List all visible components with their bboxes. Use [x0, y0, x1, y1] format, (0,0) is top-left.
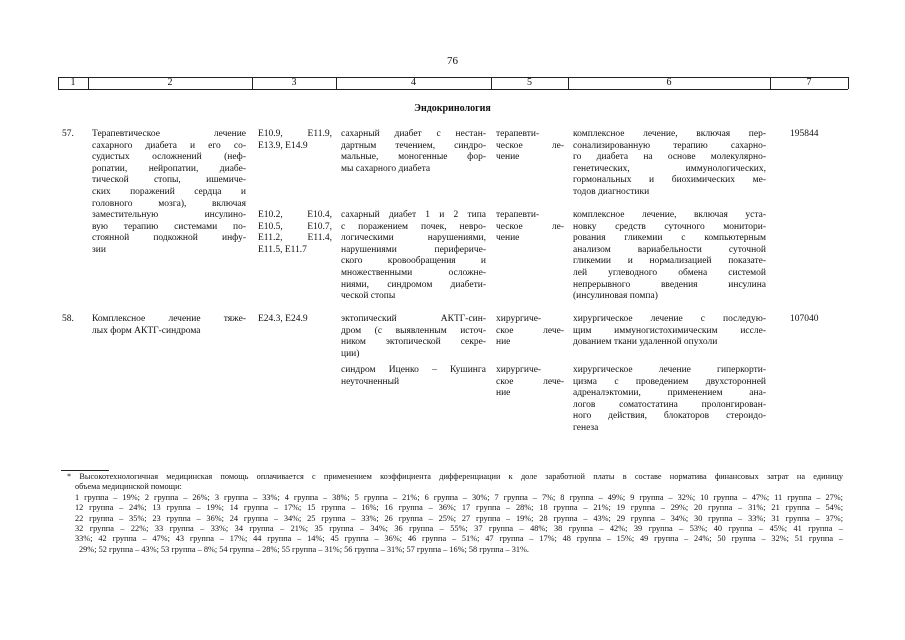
row-number: 58. [62, 314, 74, 324]
code-group: E24.3, E24.9 [258, 314, 308, 324]
code-group: E10.2, E10.4, E10.5, E10.7, E11.2, E11.4, E11.5, E11.7 [258, 210, 332, 255]
treatment-type-group: хирургиче- ское лече- ние [496, 314, 564, 348]
column-number: 1 [70, 77, 76, 88]
method-group: хирургическое лечение гиперкорти- цизма с проведением двухсторонней адреналэктомии, применением ана- логов соматостатина пролонгирован- ного действия, блокаторов стероидо- генеза [573, 365, 766, 433]
model-group: синдром Иценко – Кушинга неуточненный [341, 365, 486, 387]
footnote-line: 32 группа – 22%; 33 группа – 33%; 34 группа – 21%; 35 группа – 34%; 36 группа – 55%; 37 группа – 48%; 38 группа – 42%; 39 группа – 53%; 40 группа – 45%; 41 группа – [75, 523, 843, 533]
column-number: 6 [666, 77, 672, 88]
cost-value: 195844 [790, 129, 819, 139]
method-group: хирургическое лечение с последую- щим иммуногистохимическим иссле- дованием ткани удаленной опухоли [573, 314, 766, 348]
footnote-line: 1 группа – 19%; 2 группа – 26%; 3 группа – 33%; 4 группа – 38%; 5 группа – 21%; 6 группа – 30%; 7 группа – 7%; 8 группа – 49%; 9 группа – 32%; 10 группа – 47%; 11 группа – 27%; [75, 492, 843, 502]
code-group: E10.9, E11.9, E13.9, E14.9 [258, 129, 332, 151]
footnote-line: 12 группа – 24%; 13 группа – 19%; 14 группа – 17%; 15 группа – 16%; 16 группа – 36%; 17 группа – 28%; 18 группа – 21%; 19 группа – 29%; 20 группа – 31%; 21 группа – 54%; [75, 503, 843, 513]
footnote-line: объема медицинской помощи: [75, 482, 182, 492]
page-number: 76 [447, 55, 458, 67]
footnote-line: 22 группа – 35%; 23 группа – 36%; 24 группа – 34%; 25 группа – 33%; 26 группа – 25%; 27 группа – 19%; 28 группа – 43%; 29 группа – 34%; 30 группа – 33%; 31 группа – 37%; [75, 513, 843, 523]
row-number: 57. [62, 129, 74, 139]
col-divider [848, 77, 849, 89]
method-group: комплексное лечение, включая уста- новку средств суточного монитори- рования гликемии с компьютерным анализом вариабельности суточной гликемии и нормализацией показате- лей углеводного обмена системой непрерывного введения инсулина (инсулиновая помпа) [573, 210, 766, 302]
row-name: Комплексное лечение тяже- лых форм АКТГ-синдрома [92, 314, 246, 336]
column-number: 7 [806, 77, 812, 88]
header-bottom-rule [58, 89, 848, 90]
row-name: Терапевтическое лечение сахарного диабета и его со- судистых осложнений (неф- ропатии, нейропатии, диабе- тической стопы, ишемиче- ских поражений сердца и головного мозга), включая заместительную инсулино- вую терапию системами по- стоянной подкожной инфу- зии [92, 129, 246, 255]
method-group: комплексное лечение, включая пер- сонализированную терапию сахарно- го диабета на основе молекулярно- генетических, иммунологических, гормональных и биохимических ме- тодов диагностики [573, 129, 766, 197]
column-number: 4 [411, 77, 416, 88]
model-group: сахарный диабет 1 и 2 типа с поражением почек, невро- логическими нарушениями, нарушениями перифериче- ского кровообращения и множественными осложне- ниями, синдромом диабети- ческой стопы [341, 210, 486, 302]
cost-value: 107040 [790, 314, 819, 324]
footnote-line: 33%; 42 группа – 47%; 43 группа – 17%; 44 группа – 14%; 45 группа – 36%; 46 группа – 51%; 47 группа – 17%; 48 группа – 15%; 49 группа – 24%; 50 группа – 32%; 51 группа – [75, 534, 843, 544]
treatment-type-group: терапевти- ческое ле- чение [496, 210, 564, 244]
footnote-rule [61, 470, 109, 471]
column-number: 3 [291, 77, 297, 88]
treatment-type-group: терапевти- ческое ле- чение [496, 129, 564, 163]
footnote-line: * Высокотехнологичная медицинская помощь оплачивается с применением коэффициента дифференциации к доле заработной платы в составе норматива финансовых затрат на единицу [67, 472, 843, 481]
footnote [61, 472, 843, 555]
column-number: 5 [527, 77, 532, 88]
model-group: сахарный диабет с нестан- дартным течением, синдро- мальные, моногенные фор- мы сахарного диабета [341, 129, 486, 174]
section-title: Эндокринология [414, 103, 491, 114]
treatment-type-group: хирургиче- ское лече- ние [496, 365, 564, 399]
model-group: эктопический АКТГ-син- дром (с выявленным источ- ником эктопической секре- ции) [341, 314, 486, 359]
footnote-line: 29%; 52 группа – 43%; 53 группа – 8%; 54 группа – 28%; 55 группа – 31%; 56 группа – 31%; 57 группа – 16%; 58 группа – 31%. [79, 544, 529, 554]
column-number: 2 [167, 77, 173, 88]
